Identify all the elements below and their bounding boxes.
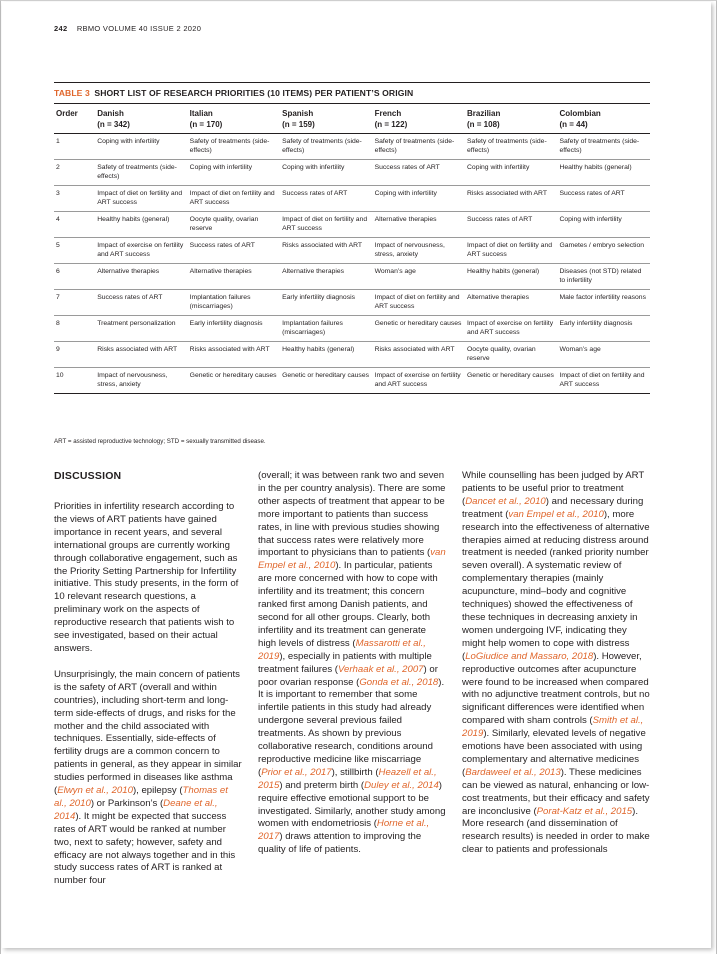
- priority-cell: Impact of diet on fertility and ART success: [557, 368, 650, 394]
- table-label: TABLE 3: [54, 88, 90, 98]
- table-row: [54, 160, 650, 186]
- priority-cell: Coping with infertility: [465, 160, 557, 186]
- priority-cell: Healthy habits (general): [465, 264, 557, 290]
- citation-link[interactable]: Gonda et al., 2018: [359, 676, 439, 688]
- citation-link[interactable]: Porat-Katz et al., 2015: [536, 805, 633, 817]
- priority-cell: Impact of nervousness, stress, anxiety: [95, 368, 187, 394]
- priority-cell: Healthy habits (general): [95, 212, 187, 238]
- column-header: [557, 104, 650, 134]
- priority-cell: Risks associated with ART: [95, 342, 187, 368]
- table-row: [54, 212, 650, 238]
- table-row: [54, 342, 650, 368]
- page-number: 242: [54, 24, 68, 33]
- priority-cell: Male factor infertility reasons: [557, 290, 650, 316]
- priority-cell: Impact of exercise on fertility and ART success: [465, 316, 557, 342]
- column-header-label: Spanish: [282, 109, 314, 118]
- order-cell: 8: [54, 316, 95, 342]
- citation-link[interactable]: Thomas et al., 2010: [54, 785, 228, 809]
- column-header-label: Order: [56, 109, 78, 118]
- priority-cell: Risks associated with ART: [280, 238, 372, 264]
- priority-cell: Safety of treatments (side-effects): [280, 134, 372, 160]
- priority-cell: Risks associated with ART: [373, 342, 465, 368]
- priority-cell: Risks associated with ART: [465, 186, 557, 212]
- priority-cell: Coping with infertility: [280, 160, 372, 186]
- priority-cell: Success rates of ART: [95, 290, 187, 316]
- paragraph: (overall; it was between rank two and seven in the per country analysis). There are some other aspects of treatment that appear to be more important to patients than success rates, in line with previous studies showing that success rates were relatively more important to physicians than to patients (van Empel et al., 2010). In particular, patients are more concerned with how to cope with infertility and its treatment; this concern ranked first among Danish patients, and second for all other groups. Clearly, both infertility and its treatment can generate high levels of distress (Massarotti et al., 2019), especially in patients with multiple treatment failures (Verhaak et al., 2007) or poor ovarian response (Gonda et al., 2018). It is important to remember that some infertile patients in this study had already undergone several previous failed treatments. As shown by previous collaborative research, conditions around reproductive medicine like miscarriage (Prior et al., 2017), stillbirth (Heazell et al., 2015) and preterm birth (Duley et al., 2014) require effective emotional support to be investigated. Similarly, another study among women with endometriosis (Horne et al., 2017) draws attention to improving the quality of life of patients.: [258, 470, 446, 856]
- order-cell: 1: [54, 134, 95, 160]
- column-header-label: Brazilian: [467, 109, 501, 118]
- priority-cell: Genetic or hereditary causes: [465, 368, 557, 394]
- priority-cell: Diseases (not STD) related to infertility: [557, 264, 650, 290]
- citation-link[interactable]: Prior et al., 2017: [261, 766, 332, 778]
- citation-link[interactable]: van Empel et al., 2010: [258, 547, 446, 572]
- column-header-count: (n = 159): [282, 120, 315, 129]
- table-top-rule: [54, 82, 650, 83]
- column-header-count: (n = 44): [559, 120, 588, 129]
- priority-cell: Early infertility diagnosis: [557, 316, 650, 342]
- order-cell: 10: [54, 368, 95, 394]
- priorities-table: [54, 103, 650, 394]
- citation-link[interactable]: Horne et al., 2017: [258, 818, 430, 843]
- column-header-count: (n = 342): [97, 120, 130, 129]
- order-cell: 2: [54, 160, 95, 186]
- priority-cell: Impact of nervousness, stress, anxiety: [373, 238, 465, 264]
- priority-cell: Healthy habits (general): [557, 160, 650, 186]
- table-body: [54, 134, 650, 394]
- priority-cell: Gametes / embryo selection: [557, 238, 650, 264]
- priority-cell: Genetic or hereditary causes: [373, 316, 465, 342]
- priority-cell: Safety of treatments (side-effects): [557, 134, 650, 160]
- priority-cell: Alternative therapies: [95, 264, 187, 290]
- priority-cell: Impact of exercise on fertility and ART success: [373, 368, 465, 394]
- priority-cell: Impact of diet on fertility and ART success: [188, 186, 280, 212]
- priority-cell: Success rates of ART: [557, 186, 650, 212]
- priority-cell: Success rates of ART: [280, 186, 372, 212]
- citation-link[interactable]: Massarotti et al., 2019: [258, 637, 426, 662]
- journal-page: [2, 2, 711, 948]
- order-cell: 3: [54, 186, 95, 212]
- priority-cell: Implantation failures (miscarriages): [188, 290, 280, 316]
- running-head: [54, 24, 201, 33]
- citation-link[interactable]: Heazell et al., 2015: [258, 766, 437, 791]
- order-cell: 6: [54, 264, 95, 290]
- column-header-label: Colombian: [559, 109, 601, 118]
- priority-cell: Genetic or hereditary causes: [280, 368, 372, 394]
- table-row: [54, 238, 650, 264]
- priority-cell: Alternative therapies: [280, 264, 372, 290]
- table-header-row: [54, 104, 650, 134]
- priority-cell: Coping with infertility: [188, 160, 280, 186]
- journal-name: RBMO VOLUME 40 ISSUE 2 2020: [76, 24, 202, 33]
- priority-cell: Alternative therapies: [465, 290, 557, 316]
- priority-cell: Woman’s age: [373, 264, 465, 290]
- order-cell: 4: [54, 212, 95, 238]
- column-header: [465, 104, 557, 134]
- table-title: SHORT LIST OF RESEARCH PRIORITIES (10 ITEMS) PER PATIENT’S ORIGIN: [94, 88, 414, 98]
- priority-cell: Coping with infertility: [373, 186, 465, 212]
- priority-cell: Success rates of ART: [465, 212, 557, 238]
- priority-cell: Safety of treatments (side-effects): [188, 134, 280, 160]
- order-cell: 5: [54, 238, 95, 264]
- priority-cell: Early infertility diagnosis: [280, 290, 372, 316]
- table-footnote: ART = assisted reproductive technology; STD = sexually transmitted disease.: [54, 438, 266, 445]
- priority-cell: Success rates of ART: [188, 238, 280, 264]
- column-header-count: (n = 170): [189, 120, 223, 129]
- order-cell: 7: [54, 290, 95, 316]
- text-column-3: [462, 470, 650, 857]
- citation-link[interactable]: Verhaak et al., 2007: [337, 663, 424, 675]
- table-row: [54, 264, 650, 290]
- priority-cell: Impact of diet on fertility and ART success: [465, 238, 557, 264]
- priority-cell: Oocyte quality, ovarian reserve: [465, 342, 557, 368]
- priority-cell: Healthy habits (general): [280, 342, 372, 368]
- citation-link[interactable]: Bardaweel et al., 2013: [465, 766, 561, 778]
- table-row: [54, 134, 650, 160]
- priority-cell: Oocyte quality, ovarian reserve: [188, 212, 280, 238]
- table-row: [54, 316, 650, 342]
- paragraph: Priorities in infertility research according to the views of ART patients have gained importance in recent years, and several international groups are currently working through collaborative engagement, such as the Priority Setting Partnership for Infertility initiative. This study presents, in the form of 10 relevant research questions, a preliminary work on the aspects of reproductive research that patients wish to see investigated, based on their actual answers.: [54, 501, 239, 654]
- paragraph: While counselling has been judged by ART patients to be useful prior to treatment (Dancet et al., 2010) and necessary during treatment (van Empel et al., 2010), more research into the effectiveness of alternative therapies aimed at reducing distress around treatment is needed (ranked priority number seven overall). A systematic review of complementary therapies (mainly acupuncture, mind–body and cognitive techniques) showed the effectiveness of these techniques in decreasing anxiety in women undergoing IVF, indicating they might help women to cope with distress (LoGiudice and Massaro, 2018). However, reproductive outcomes after acupuncture were found to be increased when compared with no adjunctive treatment controls, but no significant differences were identified when compared with sham controls (Smith et al., 2019). Similarly, elevated levels of negative emotions have been associated with using complementary and alternative medicines (Bardaweel et al., 2013). These medicines can be viewed as natural, enhancing or low-cost treatments, but their efficacy and safety are inconclusive (Porat-Katz et al., 2015). More research (and dissemination of research results) is needed in order to make clear to patients and professionals: [462, 470, 650, 856]
- priority-cell: Implantation failures (miscarriages): [280, 316, 372, 342]
- citation-link[interactable]: Dancet et al., 2010: [465, 495, 546, 507]
- column-header-label: French: [374, 109, 402, 118]
- column-header-count: (n = 122): [374, 120, 408, 129]
- citation-link[interactable]: Deane et al., 2014: [54, 797, 218, 822]
- priority-cell: Safety of treatments (side-effects): [95, 160, 187, 186]
- priority-cell: Genetic or hereditary causes: [188, 368, 280, 394]
- priority-cell: Alternative therapies: [188, 264, 280, 290]
- priority-cell: Impact of diet on fertility and ART success: [280, 212, 372, 238]
- priority-cell: Alternative therapies: [373, 212, 465, 238]
- table-row: [54, 290, 650, 316]
- text-column-1: [54, 470, 242, 888]
- priority-cell: Impact of diet on fertility and ART success: [373, 290, 465, 316]
- column-header-label: Danish: [97, 109, 124, 118]
- text-column-2: [258, 470, 446, 857]
- column-header: [188, 104, 280, 134]
- citation-link[interactable]: Elwyn et al., 2010: [57, 785, 133, 797]
- priority-cell: Treatment personalization: [95, 316, 187, 342]
- paragraph: Unsurprisingly, the main concern of patients is the safety of ART (overall and within countries), including short-term and long-term side-effects of drugs, and risks for the mother and the child associated with techniques. Essentially, side-effects of fertility drugs are a common concern to patients in general, as they appear in similar studies performed in diseases like asthma (Elwyn et al., 2010), epilepsy (Thomas et al., 2010) or Parkinson’s (Deane et al., 2014). It might be expected that success rates of ART would be ranked at number two, next to safety; however, safety and efficacy are not always together and in this study success rates of ART is ranked at number four: [54, 668, 242, 887]
- priority-cell: Coping with infertility: [95, 134, 187, 160]
- priority-cell: Safety of treatments (side-effects): [373, 134, 465, 160]
- priority-cell: Impact of exercise on fertility and ART success: [95, 238, 187, 264]
- priority-cell: Early infertility diagnosis: [188, 316, 280, 342]
- column-header: [95, 104, 187, 134]
- priority-cell: Safety of treatments (side-effects): [465, 134, 557, 160]
- citation-link[interactable]: van Empel et al., 2010: [508, 508, 604, 520]
- table-caption: [54, 88, 413, 98]
- priority-cell: Coping with infertility: [557, 212, 650, 238]
- order-cell: 9: [54, 342, 95, 368]
- priority-cell: Impact of diet on fertility and ART success: [95, 186, 187, 212]
- table-row: [54, 368, 650, 394]
- priority-cell: Woman’s age: [557, 342, 650, 368]
- table-row: [54, 186, 650, 212]
- citation-link[interactable]: Duley et al., 2014: [364, 779, 439, 791]
- priority-cell: Success rates of ART: [373, 160, 465, 186]
- column-header: [373, 104, 465, 134]
- citation-link[interactable]: LoGiudice and Massaro, 2018: [465, 650, 594, 662]
- column-header-order: [54, 104, 95, 134]
- column-header-label: Italian: [189, 109, 213, 118]
- column-header-count: (n = 108): [467, 120, 500, 129]
- priority-cell: Risks associated with ART: [188, 342, 280, 368]
- column-header: [280, 104, 372, 134]
- citation-link[interactable]: Smith et al., 2019: [462, 715, 644, 740]
- section-heading: DISCUSSION: [54, 470, 122, 482]
